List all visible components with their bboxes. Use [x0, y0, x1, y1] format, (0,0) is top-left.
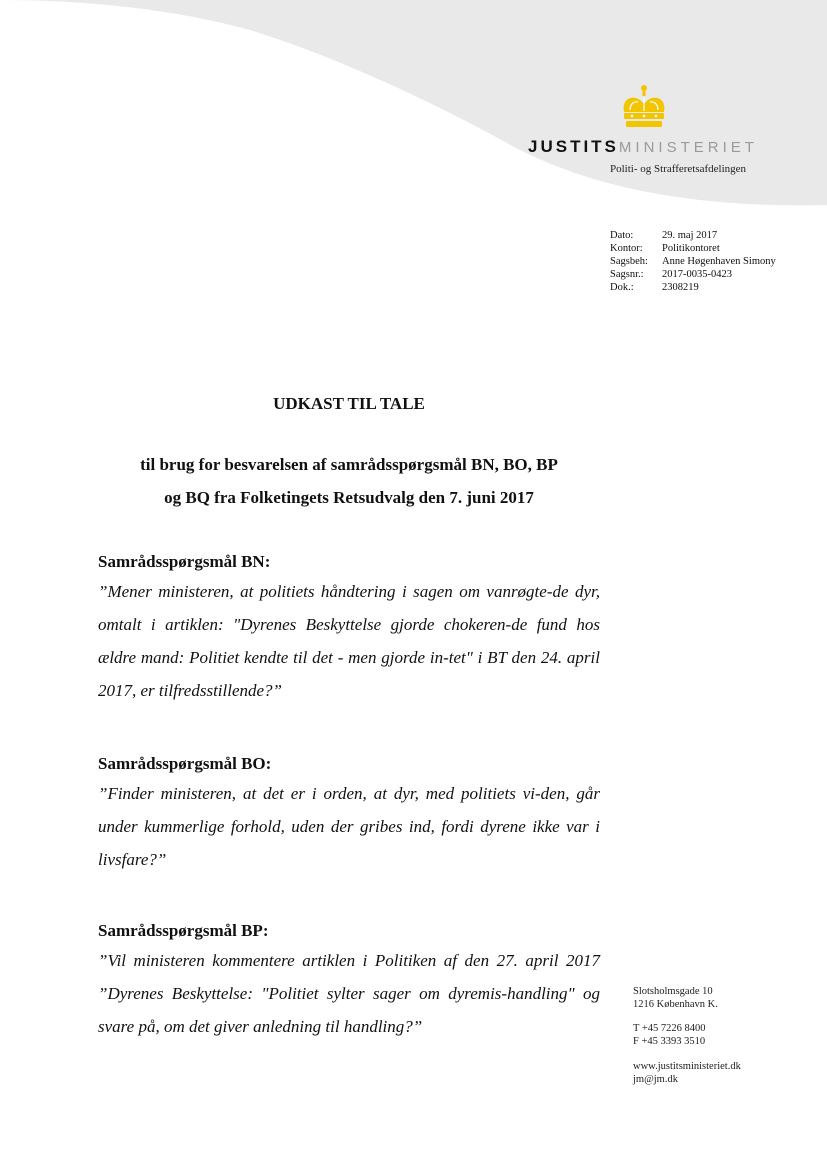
meta-label: Sagsbeh: — [610, 256, 648, 267]
ministry-logo — [528, 137, 758, 158]
email-link[interactable]: jm@jm.dk — [633, 1074, 678, 1085]
header-swoosh — [0, 0, 827, 220]
question-heading: Samrådsspørgsmål BP: — [98, 921, 269, 940]
meta-label: Sagsnr.: — [610, 269, 644, 280]
address-street: Slotsholmsgade 10 — [633, 986, 713, 997]
meta-label: Dok.: — [610, 282, 634, 293]
meta-row-caseworker — [610, 255, 776, 268]
footer-phone — [633, 1022, 706, 1048]
question-text: ”Mener ministeren, at politiets håndtering i sagen om vanrøgte-de dyr, omtalt i artiklen: "Dyrenes Beskyttelse gjorde chokeren-de fund hos ældre mand: Politiet kendte til det - men gjorde in-tet" i BT den 24. april 2017, er tilfredsstillende?” — [98, 582, 600, 700]
meta-value: Politikontoret — [662, 243, 720, 254]
fax-number: F +45 3393 3510 — [633, 1036, 706, 1047]
logo-bold-text: JUSTITS — [528, 137, 619, 156]
question-text: ”Finder ministeren, at det er i orden, at dyr, med politiets vi-den, går under kummerlige forhold, uden der gribes ind, fordi dyrene ikke var i livsfare?” — [98, 784, 600, 869]
meta-value: Anne Høgenhaven Simony — [662, 256, 776, 267]
meta-row-document — [610, 281, 776, 294]
logo-light-text: MINISTERIET — [618, 139, 758, 156]
question-bn — [98, 550, 600, 707]
subtitle-line: og BQ fra Folketingets Retsudvalg den 7. juni 2017 — [164, 488, 534, 507]
meta-row-date — [610, 229, 776, 242]
website-link[interactable]: www.justitsministeriet.dk — [633, 1061, 741, 1072]
meta-row-case-number — [610, 268, 776, 281]
phone-number: T +45 7226 8400 — [633, 1023, 706, 1034]
question-bp — [98, 919, 600, 1043]
footer-address — [633, 985, 718, 1011]
meta-label: Dato: — [610, 230, 634, 241]
address-city: 1216 København K. — [633, 999, 718, 1010]
subtitle-line: til brug for besvarelsen af samrådsspørgsmål BN, BO, BP — [140, 455, 558, 474]
question-text: ”Vil ministeren kommentere artiklen i Politiken af den 27. april 2017 ”Dyrenes Beskyttelse: "Politiet sylter sager om dyremis-handling" og svare på, om det giver anledning til handling?” — [98, 951, 600, 1036]
document-metadata — [610, 229, 776, 294]
department-name: Politi- og Strafferetsafdelingen — [610, 163, 747, 175]
question-bo — [98, 752, 600, 876]
meta-value: 29. maj 2017 — [662, 230, 718, 241]
document-subtitle — [98, 448, 600, 514]
meta-row-office — [610, 242, 776, 255]
meta-value: 2308219 — [662, 282, 699, 293]
question-heading: Samrådsspørgsmål BN: — [98, 552, 271, 571]
footer-contact — [633, 1060, 741, 1086]
document-title: UDKAST TIL TALE — [273, 394, 425, 413]
meta-label: Kontor: — [610, 243, 643, 254]
crown-logo-icon — [618, 84, 670, 130]
question-heading: Samrådsspørgsmål BO: — [98, 754, 272, 773]
meta-value: 2017-0035-0423 — [662, 269, 732, 280]
